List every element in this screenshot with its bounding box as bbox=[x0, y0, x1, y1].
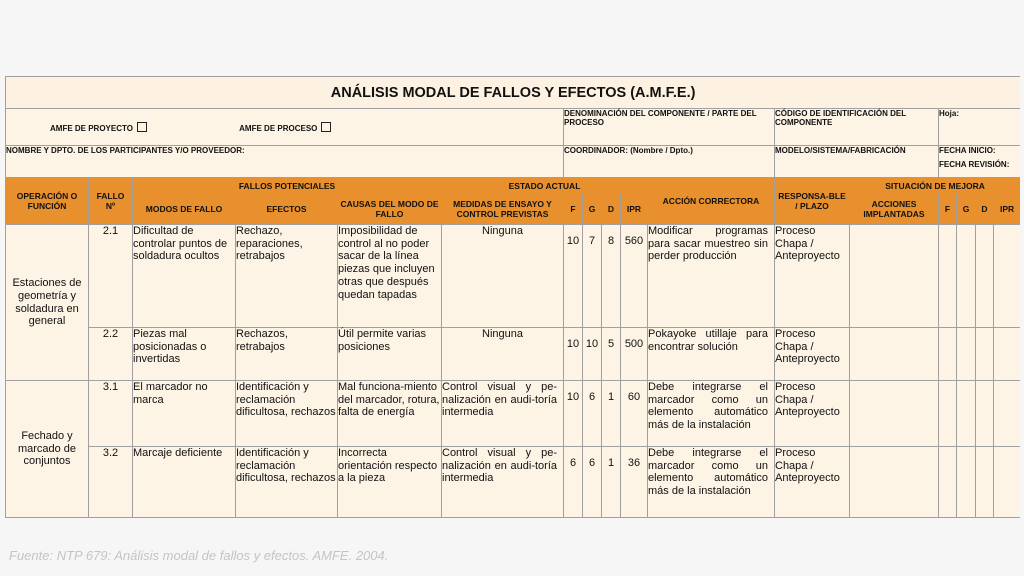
ipr-cell: 500 bbox=[621, 328, 648, 381]
causas-cell: Útil permite varias posiciones bbox=[338, 328, 442, 381]
responsable-cell: Proceso Chapa / Anteproyecto bbox=[775, 447, 850, 518]
ipr2-cell bbox=[994, 447, 1021, 518]
amfe-table-image bbox=[5, 76, 1020, 520]
ipr-cell: 60 bbox=[621, 381, 648, 447]
col-medidas: MEDIDAS DE ENSAYO Y CONTROL PREVISTAS bbox=[442, 194, 564, 225]
accion-cell: Modificar programas para sacar muestreo sin perder producción bbox=[648, 225, 775, 328]
responsable-cell: Proceso Chapa / Anteproyecto bbox=[775, 225, 850, 328]
col-fallos-potenciales: FALLOS POTENCIALES bbox=[133, 178, 442, 194]
d-cell: 5 bbox=[602, 328, 621, 381]
col-g2: G bbox=[957, 194, 976, 225]
medidas-cell: Control visual y pe-nalización en audi-toría intermedia bbox=[442, 381, 564, 447]
table-row bbox=[6, 225, 1021, 328]
g2-cell bbox=[957, 328, 976, 381]
col-fallo-no: FALLO Nº bbox=[89, 178, 133, 225]
f-cell: 10 bbox=[564, 225, 583, 328]
fechas-cell bbox=[939, 146, 1021, 178]
f-cell: 10 bbox=[564, 381, 583, 447]
col-d: D bbox=[602, 194, 621, 225]
col-acciones-implantadas: ACCIONES IMPLANTADAS bbox=[850, 194, 939, 225]
participantes-label: NOMBRE Y DPTO. DE LOS PARTICIPANTES Y/O PROVEEDOR: bbox=[6, 146, 564, 178]
fallo-no-cell: 3.1 bbox=[89, 381, 133, 447]
ipr2-cell bbox=[994, 381, 1021, 447]
col-situacion: SITUACIÓN DE MEJORA bbox=[850, 178, 1021, 194]
g-cell: 10 bbox=[583, 328, 602, 381]
table-title: ANÁLISIS MODAL DE FALLOS Y EFECTOS (A.M.F.E.) bbox=[6, 77, 1021, 109]
g2-cell bbox=[957, 381, 976, 447]
amfe-proyecto-label: AMFE DE PROYECTO bbox=[50, 123, 133, 133]
modelo-label: MODELO/SISTEMA/FABRICACIÓN bbox=[775, 146, 939, 178]
accion-cell: Debe integrarse el marcador como un elemento automático más de la instalación bbox=[648, 447, 775, 518]
col-operacion: OPERACIÓN O FUNCIÓN bbox=[6, 178, 89, 225]
d2-cell bbox=[976, 328, 994, 381]
f2-cell bbox=[939, 447, 957, 518]
d-cell: 1 bbox=[602, 447, 621, 518]
efectos-cell: Identificación y reclamación dificultosa, rechazos bbox=[236, 447, 338, 518]
d-cell: 8 bbox=[602, 225, 621, 328]
col-g: G bbox=[583, 194, 602, 225]
amfe-proyecto-checkbox bbox=[137, 122, 147, 132]
ipr2-cell bbox=[994, 225, 1021, 328]
d2-cell bbox=[976, 381, 994, 447]
col-responsable: RESPONSA-BLE / PLAZO bbox=[775, 178, 850, 225]
table-row bbox=[6, 328, 1021, 381]
acciones-implantadas-cell bbox=[850, 225, 939, 328]
f-cell: 10 bbox=[564, 328, 583, 381]
col-ipr: IPR bbox=[621, 194, 648, 225]
amfe-proceso-checkbox bbox=[321, 122, 331, 132]
acciones-implantadas-cell bbox=[850, 328, 939, 381]
medidas-cell: Ninguna bbox=[442, 328, 564, 381]
modo-cell: Piezas mal posicionadas o invertidas bbox=[133, 328, 236, 381]
efectos-cell: Identificación y reclamación dificultosa, rechazos bbox=[236, 381, 338, 447]
fallo-no-cell: 2.2 bbox=[89, 328, 133, 381]
responsable-cell: Proceso Chapa / Anteproyecto bbox=[775, 381, 850, 447]
table-row bbox=[6, 381, 1021, 447]
g2-cell bbox=[957, 447, 976, 518]
efectos-cell: Rechazo, reparaciones, retrabajos bbox=[236, 225, 338, 328]
fecha-revision-label: FECHA REVISIÓN: bbox=[939, 160, 1010, 169]
table-row bbox=[6, 447, 1021, 518]
f2-cell bbox=[939, 225, 957, 328]
amfe-table bbox=[5, 76, 1020, 518]
fallo-no-cell: 2.1 bbox=[89, 225, 133, 328]
col-modos-fallo: MODOS DE FALLO bbox=[133, 194, 236, 225]
causas-cell: Mal funciona-miento del marcador, rotura, falta de energía bbox=[338, 381, 442, 447]
col-f: F bbox=[564, 194, 583, 225]
col-causas: CAUSAS DEL MODO DE FALLO bbox=[338, 194, 442, 225]
codigo-label: CÓDIGO DE IDENTIFICACIÓN DEL COMPONENTE bbox=[775, 109, 939, 146]
amfe-proceso-label: AMFE DE PROCESO bbox=[239, 123, 318, 133]
g2-cell bbox=[957, 225, 976, 328]
coordinador-label: COORDINADOR: (Nombre / Dpto.) bbox=[564, 146, 775, 178]
d2-cell bbox=[976, 447, 994, 518]
ipr-cell: 560 bbox=[621, 225, 648, 328]
ipr-cell: 36 bbox=[621, 447, 648, 518]
modo-cell: Marcaje deficiente bbox=[133, 447, 236, 518]
causas-cell: Incorrecta orientación respecto a la pieza bbox=[338, 447, 442, 518]
medidas-cell: Ninguna bbox=[442, 225, 564, 328]
modo-cell: Dificultad de controlar puntos de soldadura ocultos bbox=[133, 225, 236, 328]
col-d2: D bbox=[976, 194, 994, 225]
modo-cell: El marcador no marca bbox=[133, 381, 236, 447]
operation-cell: Estaciones de geometría y soldadura en general bbox=[6, 225, 89, 381]
col-efectos: EFECTOS bbox=[236, 194, 338, 225]
f-cell: 6 bbox=[564, 447, 583, 518]
causas-cell: Imposibilidad de control al no poder sacar de la línea piezas que incluyen otras que después quedan tapadas bbox=[338, 225, 442, 328]
fallo-no-cell: 3.2 bbox=[89, 447, 133, 518]
source-caption: Fuente: NTP 679: Análisis modal de fallos y efectos. AMFE. 2004. bbox=[9, 548, 389, 563]
col-ipr2: IPR bbox=[994, 194, 1021, 225]
denominacion-label: DENOMINACIÓN DEL COMPONENTE / PARTE DEL PROCESO bbox=[564, 109, 775, 146]
col-f2: F bbox=[939, 194, 957, 225]
accion-cell: Pokayoke utillaje para encontrar solución bbox=[648, 328, 775, 381]
acciones-implantadas-cell bbox=[850, 447, 939, 518]
amfe-type-cell bbox=[6, 109, 564, 146]
col-accion: ACCIÓN CORRECTORA bbox=[648, 178, 775, 225]
ipr2-cell bbox=[994, 328, 1021, 381]
acciones-implantadas-cell bbox=[850, 381, 939, 447]
f2-cell bbox=[939, 328, 957, 381]
d2-cell bbox=[976, 225, 994, 328]
responsable-cell: Proceso Chapa / Anteproyecto bbox=[775, 328, 850, 381]
hoja-label: Hoja: bbox=[939, 109, 1021, 146]
g-cell: 6 bbox=[583, 447, 602, 518]
efectos-cell: Rechazos, retrabajos bbox=[236, 328, 338, 381]
d-cell: 1 bbox=[602, 381, 621, 447]
operation-cell: Fechado y marcado de conjuntos bbox=[6, 381, 89, 518]
fecha-inicio-label: FECHA INICIO: bbox=[939, 146, 996, 155]
accion-cell: Debe integrarse el marcador como un elemento automático más de la instalación bbox=[648, 381, 775, 447]
g-cell: 6 bbox=[583, 381, 602, 447]
medidas-cell: Control visual y pe-nalización en audi-toría intermedia bbox=[442, 447, 564, 518]
f2-cell bbox=[939, 381, 957, 447]
g-cell: 7 bbox=[583, 225, 602, 328]
col-estado-actual: ESTADO ACTUAL bbox=[442, 178, 648, 194]
